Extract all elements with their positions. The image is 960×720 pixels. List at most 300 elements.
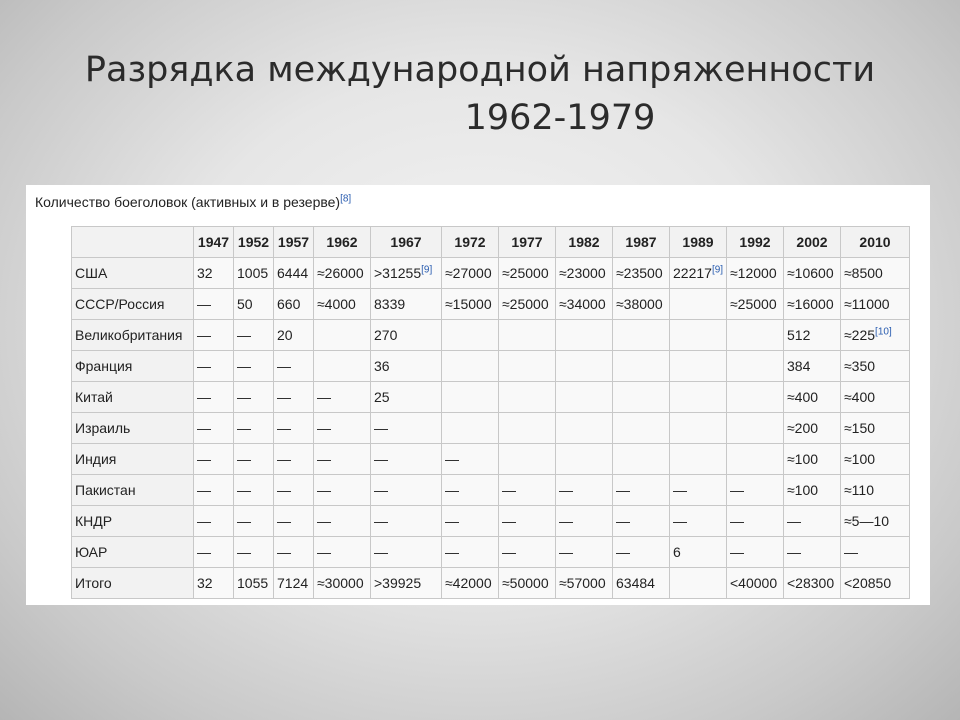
value-text: 1055 — [237, 575, 269, 591]
country-cell: СССР/Россия — [72, 289, 194, 320]
value-cell — [556, 506, 613, 537]
value-cell — [442, 258, 499, 289]
value-text: — — [616, 513, 630, 529]
value-cell — [727, 258, 784, 289]
value-text: ≈23000 — [559, 265, 606, 281]
value-text: — — [237, 389, 251, 405]
value-cell — [784, 444, 841, 475]
value-cell — [274, 289, 314, 320]
value-text: — — [317, 420, 331, 436]
value-cell — [371, 506, 442, 537]
table-row — [72, 413, 910, 444]
value-text: — — [237, 513, 251, 529]
value-text: — — [277, 482, 291, 498]
value-cell — [727, 444, 784, 475]
value-cell — [274, 506, 314, 537]
value-text: ≈11000 — [844, 296, 890, 312]
value-cell — [499, 444, 556, 475]
country-cell: КНДР — [72, 506, 194, 537]
value-cell — [784, 475, 841, 506]
year-header: 1952 — [234, 227, 274, 258]
value-cell — [556, 289, 613, 320]
value-text: 270 — [374, 327, 398, 343]
value-cell — [194, 444, 234, 475]
value-cell — [499, 475, 556, 506]
value-text: — — [559, 513, 573, 529]
table-row — [72, 506, 910, 537]
value-cell — [841, 382, 910, 413]
value-cell — [841, 351, 910, 382]
value-cell — [371, 320, 442, 351]
value-text: — — [673, 513, 687, 529]
table-row — [72, 382, 910, 413]
value-cell — [670, 289, 727, 320]
value-text: 6 — [673, 544, 681, 560]
value-text: ≈4000 — [317, 296, 356, 312]
value-cell — [314, 444, 371, 475]
value-text: ≈16000 — [787, 296, 834, 312]
value-text: — — [374, 420, 388, 436]
value-text: — — [277, 358, 291, 374]
value-text: ≈150 — [844, 420, 876, 436]
year-header: 1962 — [314, 227, 371, 258]
value-cell — [613, 475, 670, 506]
value-text: — — [730, 544, 744, 560]
reference-link[interactable]: [9] — [711, 264, 724, 276]
value-text: 20 — [277, 327, 293, 343]
value-cell — [194, 351, 234, 382]
value-cell — [784, 258, 841, 289]
value-cell — [613, 537, 670, 568]
value-text: 50 — [237, 296, 253, 312]
value-text: — — [502, 482, 516, 498]
value-text: — — [277, 451, 291, 467]
value-text: 63484 — [616, 575, 655, 591]
value-text: — — [730, 482, 744, 498]
value-cell — [371, 289, 442, 320]
value-cell — [670, 568, 727, 599]
value-text: ≈100 — [787, 482, 819, 498]
year-header: 1989 — [670, 227, 727, 258]
value-text: — — [374, 482, 388, 498]
value-text: — — [277, 389, 291, 405]
value-text: — — [237, 420, 251, 436]
country-cell: Франция — [72, 351, 194, 382]
caption-ref-link[interactable]: [8] — [340, 193, 352, 205]
value-cell — [613, 444, 670, 475]
value-cell — [194, 413, 234, 444]
value-text: — — [616, 482, 630, 498]
table-caption — [35, 194, 351, 210]
country-cell: Итого — [72, 568, 194, 599]
value-text: <40000 — [730, 575, 778, 591]
value-text: — — [559, 482, 573, 498]
value-text: — — [317, 544, 331, 560]
value-text: ≈100 — [787, 451, 819, 467]
value-cell — [784, 537, 841, 568]
value-cell — [841, 475, 910, 506]
value-cell — [670, 320, 727, 351]
value-text: ≈34000 — [559, 296, 606, 312]
slide-title — [0, 46, 960, 142]
country-cell: Китай — [72, 382, 194, 413]
year-header: 1967 — [371, 227, 442, 258]
value-text: — — [277, 420, 291, 436]
value-cell — [194, 537, 234, 568]
value-cell — [371, 475, 442, 506]
value-cell — [274, 258, 314, 289]
value-cell — [371, 413, 442, 444]
value-cell — [613, 382, 670, 413]
value-text: ≈42000 — [445, 575, 492, 591]
value-cell — [274, 413, 314, 444]
value-text: 660 — [277, 296, 301, 312]
value-text: ≈200 — [787, 420, 819, 436]
value-cell — [727, 475, 784, 506]
value-cell — [556, 444, 613, 475]
value-cell — [727, 413, 784, 444]
warheads-table — [71, 226, 910, 599]
value-cell — [784, 320, 841, 351]
value-text: <20850 — [844, 575, 892, 591]
value-cell — [442, 506, 499, 537]
table-header-row — [72, 227, 910, 258]
value-cell — [841, 320, 910, 351]
value-text: ≈25000 — [730, 296, 777, 312]
value-cell — [194, 568, 234, 599]
value-text: — — [787, 513, 801, 529]
value-cell — [556, 320, 613, 351]
country-cell: Великобритания — [72, 320, 194, 351]
value-cell — [556, 413, 613, 444]
value-cell — [314, 475, 371, 506]
value-text: ≈8500 — [844, 265, 883, 281]
value-cell — [613, 351, 670, 382]
value-cell — [670, 537, 727, 568]
value-text: — — [197, 513, 211, 529]
value-text: — — [374, 451, 388, 467]
value-cell — [613, 289, 670, 320]
value-cell — [841, 506, 910, 537]
value-cell — [670, 413, 727, 444]
value-cell — [371, 382, 442, 413]
value-cell — [556, 351, 613, 382]
value-cell — [670, 382, 727, 413]
value-cell — [274, 568, 314, 599]
table-row — [72, 351, 910, 382]
value-cell — [314, 382, 371, 413]
value-text: — — [197, 451, 211, 467]
value-text: 32 — [197, 575, 213, 591]
value-cell — [613, 413, 670, 444]
value-cell — [194, 382, 234, 413]
value-cell — [442, 475, 499, 506]
value-text: 6444 — [277, 265, 309, 281]
value-text: 512 — [787, 327, 811, 343]
value-cell — [841, 444, 910, 475]
value-cell — [670, 506, 727, 537]
value-text: 32 — [197, 265, 213, 281]
value-text: <28300 — [787, 575, 835, 591]
value-text: ≈400 — [844, 389, 876, 405]
year-header: 1957 — [274, 227, 314, 258]
value-cell — [499, 413, 556, 444]
value-cell — [442, 289, 499, 320]
value-text: — — [374, 544, 388, 560]
value-cell — [841, 258, 910, 289]
year-header: 2010 — [841, 227, 910, 258]
value-text: — — [844, 544, 858, 560]
value-cell — [274, 537, 314, 568]
value-text: — — [197, 358, 211, 374]
value-text: ≈23500 — [616, 265, 663, 281]
value-cell — [556, 382, 613, 413]
value-text: — — [317, 482, 331, 498]
value-cell — [314, 537, 371, 568]
value-cell — [314, 568, 371, 599]
value-text: ≈15000 — [445, 296, 492, 312]
value-cell — [727, 506, 784, 537]
value-text: — — [197, 482, 211, 498]
reference-link[interactable]: [10] — [875, 326, 892, 338]
value-text: ≈50000 — [502, 575, 549, 591]
value-text: 384 — [787, 358, 811, 374]
country-cell: ЮАР — [72, 537, 194, 568]
value-cell — [442, 568, 499, 599]
value-cell — [194, 289, 234, 320]
value-text: ≈5—10 — [844, 513, 890, 529]
value-cell — [234, 444, 274, 475]
value-cell — [670, 351, 727, 382]
value-cell — [314, 351, 371, 382]
value-cell — [499, 506, 556, 537]
value-text: — — [559, 544, 573, 560]
value-text: — — [445, 482, 459, 498]
value-cell — [314, 320, 371, 351]
value-cell — [314, 289, 371, 320]
table-row — [72, 537, 910, 568]
value-text: — — [197, 544, 211, 560]
value-cell — [371, 351, 442, 382]
value-cell — [274, 382, 314, 413]
value-text: — — [197, 296, 211, 312]
value-cell — [727, 289, 784, 320]
value-text: ≈27000 — [445, 265, 492, 281]
value-text: — — [445, 451, 459, 467]
value-text: ≈110 — [844, 482, 875, 498]
value-cell — [194, 475, 234, 506]
value-cell — [442, 382, 499, 413]
value-cell — [556, 258, 613, 289]
value-cell — [314, 506, 371, 537]
table-row — [72, 289, 910, 320]
value-cell — [274, 351, 314, 382]
value-cell — [442, 413, 499, 444]
value-text: — — [730, 513, 744, 529]
value-cell — [499, 537, 556, 568]
value-text: ≈26000 — [317, 265, 364, 281]
value-text: — — [277, 544, 291, 560]
value-cell — [234, 475, 274, 506]
value-cell — [670, 475, 727, 506]
table-caption-text: Количество боеголовок (активных и в резерве) — [35, 194, 341, 210]
country-cell: США — [72, 258, 194, 289]
value-cell — [314, 258, 371, 289]
value-text: — — [445, 544, 459, 560]
value-cell — [613, 568, 670, 599]
value-cell — [784, 351, 841, 382]
year-header: 1977 — [499, 227, 556, 258]
value-text: — — [197, 420, 211, 436]
year-header: 1972 — [442, 227, 499, 258]
value-text: — — [197, 389, 211, 405]
value-text: — — [787, 544, 801, 560]
value-cell — [784, 289, 841, 320]
value-text: ≈100 — [844, 451, 876, 467]
value-cell — [234, 351, 274, 382]
value-cell — [784, 506, 841, 537]
value-cell — [194, 320, 234, 351]
table-row — [72, 258, 910, 289]
value-cell — [442, 351, 499, 382]
value-text: 36 — [374, 358, 390, 374]
table-row — [72, 475, 910, 506]
value-cell — [234, 382, 274, 413]
value-cell — [499, 258, 556, 289]
value-cell — [841, 289, 910, 320]
value-text: — — [317, 389, 331, 405]
value-cell — [613, 258, 670, 289]
table-row — [72, 320, 910, 351]
value-text: ≈12000 — [730, 265, 777, 281]
value-cell — [499, 320, 556, 351]
value-text: — — [445, 513, 459, 529]
value-text: — — [237, 451, 251, 467]
value-text: >31255 — [374, 265, 422, 281]
value-text: — — [237, 358, 251, 374]
reference-link[interactable]: [9] — [421, 264, 433, 276]
value-cell — [784, 568, 841, 599]
value-cell — [234, 568, 274, 599]
value-text: — — [237, 482, 251, 498]
value-cell — [274, 320, 314, 351]
value-text: — — [237, 327, 251, 343]
value-cell — [499, 351, 556, 382]
value-text: ≈57000 — [559, 575, 606, 591]
value-cell — [234, 320, 274, 351]
value-cell — [784, 382, 841, 413]
value-cell — [556, 537, 613, 568]
value-cell — [234, 506, 274, 537]
value-cell — [841, 413, 910, 444]
table-row — [72, 444, 910, 475]
value-cell — [841, 568, 910, 599]
value-cell — [442, 537, 499, 568]
value-cell — [499, 289, 556, 320]
value-text: — — [277, 513, 291, 529]
value-text: ≈225 — [844, 327, 876, 343]
table-panel — [26, 185, 930, 605]
value-text: — — [197, 327, 211, 343]
table-row — [72, 568, 910, 599]
value-cell — [442, 320, 499, 351]
value-cell — [556, 475, 613, 506]
country-cell: Индия — [72, 444, 194, 475]
value-text: 8339 — [374, 296, 406, 312]
value-cell — [670, 444, 727, 475]
value-cell — [371, 537, 442, 568]
value-text: ≈38000 — [616, 296, 663, 312]
value-text: — — [502, 513, 516, 529]
value-cell — [670, 258, 727, 289]
year-header: 2002 — [784, 227, 841, 258]
value-cell — [613, 320, 670, 351]
value-cell — [234, 413, 274, 444]
value-text: — — [317, 451, 331, 467]
value-cell — [499, 382, 556, 413]
slide-title-line2: 1962-1979 — [464, 98, 656, 138]
value-text: ≈400 — [787, 389, 819, 405]
year-header: 1947 — [194, 227, 234, 258]
slide-title-line1: Разрядка международной напряженности — [84, 50, 876, 90]
value-text: ≈350 — [844, 358, 876, 374]
value-cell — [727, 351, 784, 382]
header-corner-cell — [72, 227, 194, 258]
value-cell — [234, 537, 274, 568]
value-text: ≈30000 — [317, 575, 364, 591]
value-cell — [727, 537, 784, 568]
value-cell — [556, 568, 613, 599]
year-header: 1987 — [613, 227, 670, 258]
year-header: 1992 — [727, 227, 784, 258]
value-cell — [499, 568, 556, 599]
value-cell — [194, 506, 234, 537]
value-cell — [194, 258, 234, 289]
value-text: — — [673, 482, 687, 498]
value-cell — [371, 444, 442, 475]
value-cell — [727, 382, 784, 413]
value-cell — [274, 475, 314, 506]
value-cell — [841, 537, 910, 568]
value-cell — [274, 444, 314, 475]
value-cell — [234, 258, 274, 289]
value-text: — — [502, 544, 516, 560]
value-cell — [314, 413, 371, 444]
value-text: — — [374, 513, 388, 529]
value-text: 22217 — [673, 265, 712, 281]
value-cell — [371, 568, 442, 599]
value-cell — [727, 568, 784, 599]
value-text: — — [237, 544, 251, 560]
value-cell — [442, 444, 499, 475]
value-text: — — [616, 544, 630, 560]
value-cell — [371, 258, 442, 289]
value-cell — [784, 413, 841, 444]
value-cell — [613, 506, 670, 537]
value-text: ≈25000 — [502, 265, 549, 281]
value-text: 1005 — [237, 265, 269, 281]
value-text: — — [317, 513, 331, 529]
value-text: 7124 — [277, 575, 309, 591]
year-header: 1982 — [556, 227, 613, 258]
value-cell — [234, 289, 274, 320]
value-cell — [727, 320, 784, 351]
value-text: ≈25000 — [502, 296, 549, 312]
country-cell: Пакистан — [72, 475, 194, 506]
value-text: 25 — [374, 389, 390, 405]
country-cell: Израиль — [72, 413, 194, 444]
value-text: >39925 — [374, 575, 422, 591]
